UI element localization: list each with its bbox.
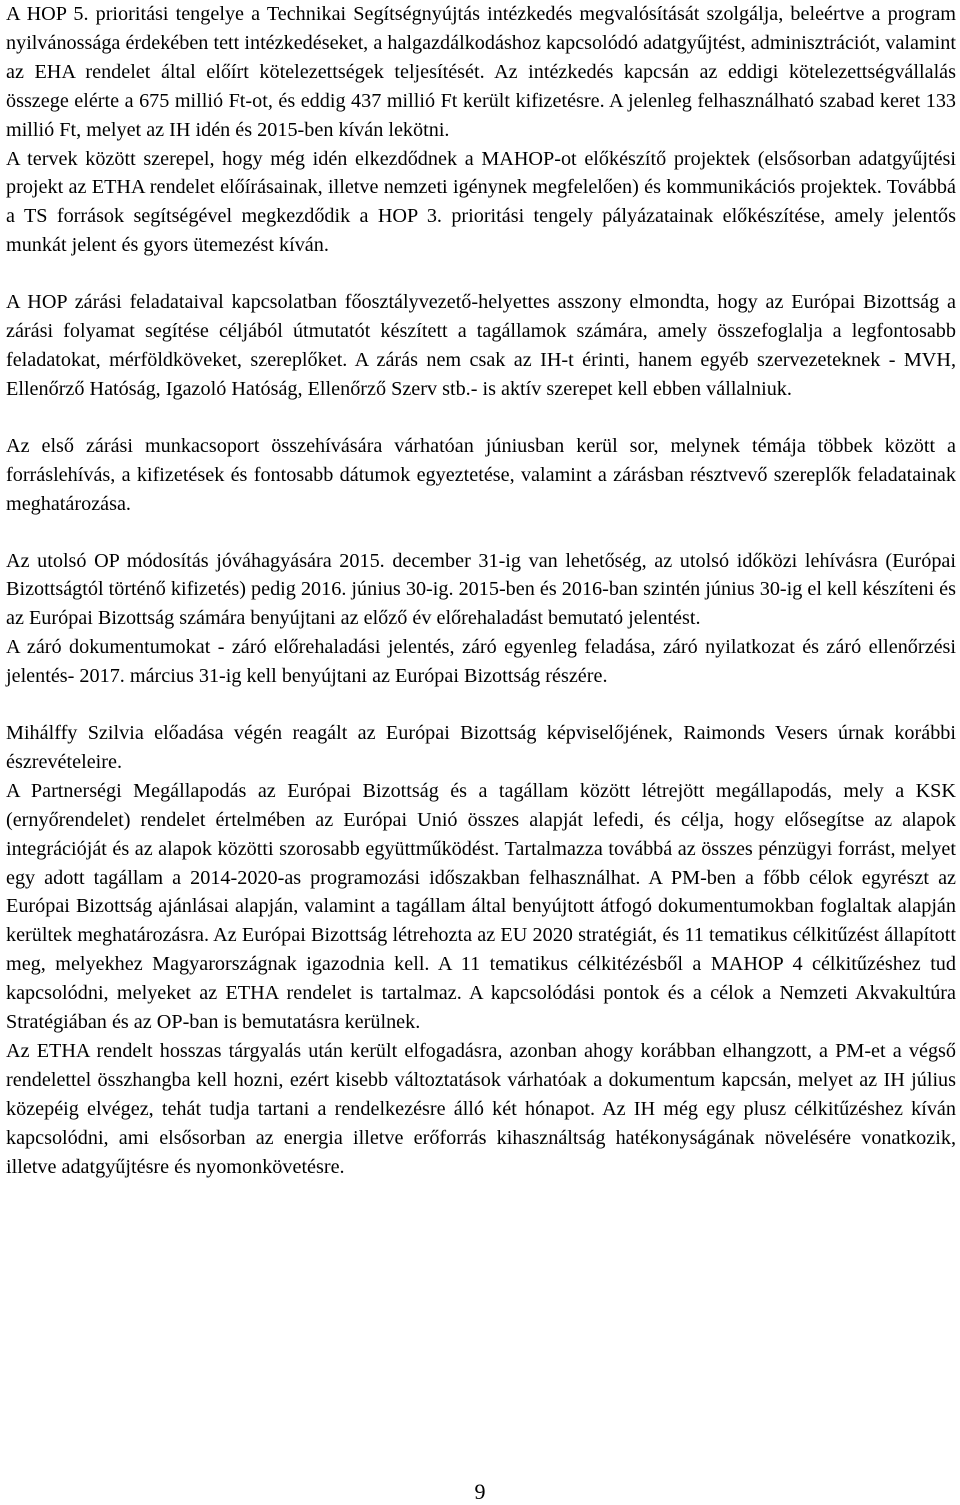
paragraph-presentation-response: Mihálffy Szilvia előadása végén reagált az Európai Bizottság képviselőjének, Raimonds Vesers úrnak korábbi észrevételeire.	[6, 722, 956, 773]
paragraph-op-modification-deadlines: Az utolsó OP módosítás jóváhagyására 2015. december 31-ig van lehetőség, az utolsó időközi lehívásra (Európai Bizottságtól történő kifizetés) pedig 2016. június 30-ig. 2015-ben és 2016-ban szintén június 30-ig el kell készíteni és az Európai Bizottság számára benyújtani az előző év előrehaladást bemutató jelentést.	[6, 549, 956, 630]
paragraph-closing-documents: A záró dokumentumokat - záró előrehaladási jelentés, záró egyenleg feladása, záró nyilatkozat és záró ellenőrzési jelentés- 2017. március 31-ig kell benyújtani az Európai Bizottság részére.	[6, 636, 956, 688]
paragraph-hop-closure-tasks: A HOP zárási feladataival kapcsolatban főosztályvezető-helyettes asszony elmondta, hogy az Európai Bizottság a zárási folyamat segítése céljából útmutatót készített a tagállamok számára, amely összefoglalja a legfontosabb feladatokat, mérföldköveket, szereplőket. A zárás nem csak az IH-t érinti, hanem egyéb szervezeteknek - MVH, Ellenőrző Hatóság, Igazoló Hatóság, Ellenőrző Szerv stb.- is aktív szerepet kell ebben vállalniuk.	[6, 291, 956, 400]
document-page	[6, 0, 956, 1182]
page-number: 9	[474, 1479, 486, 1504]
paragraph-gap	[6, 519, 956, 547]
paragraph-gap	[6, 404, 956, 432]
paragraph-partnership-agreement: A Partnerségi Megállapodás az Európai Bizottság és a tagállam között létrejött megállapodás, mely a KSK (ernyőrendelet) rendelet értelmében az Európai Unió összes alapját lefedi, és célja, hogy elősegítse az alapok integrációját és az alapok közötti szorosabb együttműködést. Tartalmazza továbbá az összes pénzügyi forrást, melyet egy adott tagállam a 2014-2020-as programozási időszakban felhasználhat. A PM-ben a főbb célok egyrészt az Európai Bizottság ajánlásai alapján, valamint a tagállam által benyújtott átfogó dokumentumokban foglaltak alapján kerültek meghatározásra. Az Európai Bizottság létrehozta az EU 2020 stratégiát, és 11 tematikus célkitűzést állapított meg, melyekhez Magyarországnak igazodnia kell. A 11 tematikus célkitézésből a MAHOP 4 célkitűzéshez tud kapcsolódni, melyeket az ETHA rendelet is tartalmaz. A kapcsolódási pontok és a célok a Nemzeti Akvakultúra Stratégiában és az OP-ban is bemutatásra kerülnek.	[6, 779, 956, 1034]
paragraph-hop5-technical-assistance: A HOP 5. prioritási tengelye a Technikai Segítségnyújtás intézkedés megvalósítását szolgálja, beleértve a program nyilvánossága érdekében tett intézkedéseket, a halgazdálkodáshoz kapcsolódó adatgyűjtést, adminisztrációt, valamint az EHA rendelet által előírt kötelezettségek teljesítését. Az intézkedés kapcsán az eddigi kötelezettségvállalás összege elérte a 675 millió Ft-ot, és eddig 437 millió Ft került kifizetésre. A jelenleg felhasználható szabad keret 133 millió Ft, melyet az IH idén és 2015-ben kíván lekötni.	[6, 3, 956, 141]
paragraph-mahop-preparation: A tervek között szerepel, hogy még idén elkezdődnek a MAHOP-ot előkészítő projektek (elsősorban adatgyűjtési projekt az ETHA rendelet előírásainak, illetve nemzeti igénynek megfelelően) és kommunikációs projektek. Továbbá a TS források segítségével megkezdődik a HOP 3. prioritási tengely pályázatainak előkészítése, amely jelentős munkát jelent és gyors ütemezést kíván.	[6, 147, 956, 257]
paragraph-etha-regulation: Az ETHA rendelt hosszas tárgyalás után került elfogadásra, azonban ahogy korábban elhangzott, a PM-et a végső rendelettel összhangba kell hozni, ezért kisebb változtatások várhatóak a dokumentum kapcsán, melyet az IH július közepéig elvégez, tehát tudja tartani a rendelkezésre álló két hónapot. Az IH még egy plusz célkitűzéshez kíván kapcsolódni, ami elsősorban az energia illetve erőforrás kihasználtság hatékonyságának növelésére vonatkozik, illetve adatgyűjtésre és nyomonkövetésre.	[6, 1040, 956, 1178]
paragraph-gap	[6, 691, 956, 719]
paragraph-closure-working-group: Az első zárási munkacsoport összehívására várhatóan júniusban kerül sor, melynek témája többek között a forráslehívás, a kifizetések és fontosabb dátumok egyeztetése, valamint a zárásban résztvevő szereplők feladatainak meghatározása.	[6, 434, 956, 515]
paragraph-gap	[6, 260, 956, 288]
